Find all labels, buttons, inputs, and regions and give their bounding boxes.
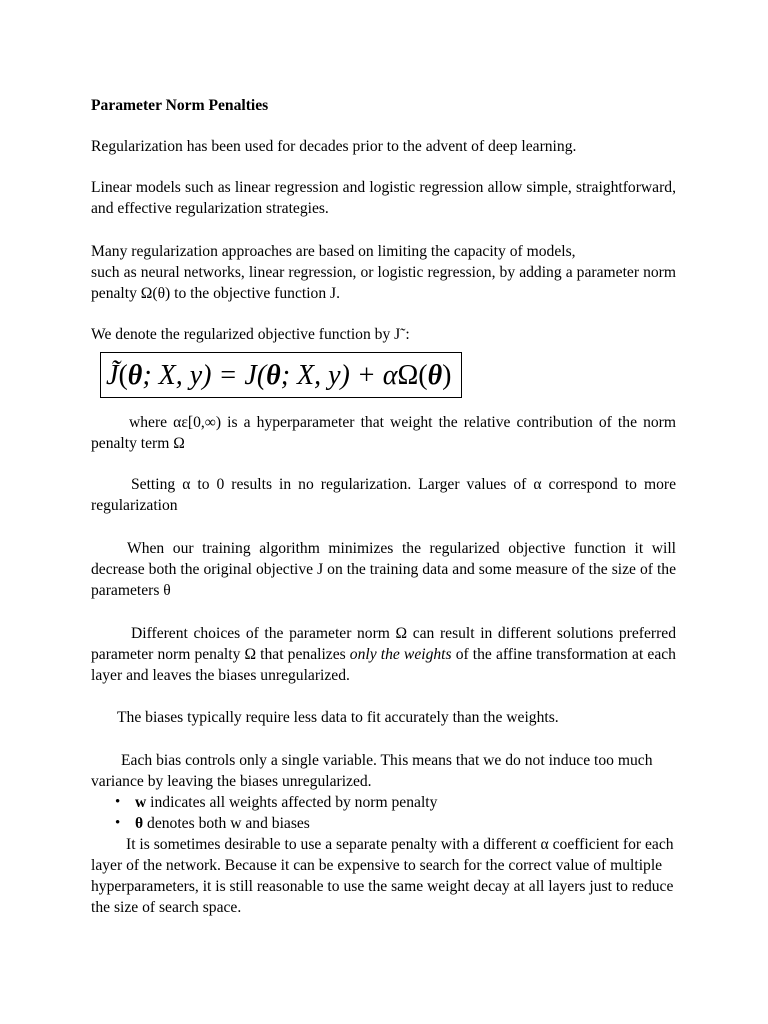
eq-open-paren: ( [118, 360, 128, 391]
list-item [115, 813, 676, 834]
paragraph-approaches-line2: such as neural networks, linear regression, or logistic regression, by adding a parameter norm penalty Ω(θ) to the objective function J. [91, 264, 676, 302]
eq-args-2: ; X, y) + α [280, 360, 398, 391]
eq-args: ; X, y) = J( [142, 360, 267, 391]
paragraph-approaches-line1: Many regularization approaches are based on limiting the capacity of models, [91, 243, 576, 260]
norm-choices-after: of the affine transformation at each layer and leaves the biases unregularized. [91, 646, 676, 684]
paragraph-norm-choices [91, 623, 676, 686]
paragraph-intro: Regularization has been used for decades prior to the advent of deep learning. [91, 138, 577, 155]
paragraph-training: When our training algorithm minimizes the regularized objective function it will decrease both the original objective J on the training data and some measure of the size of the parameters θ [91, 540, 676, 599]
paragraph-biases: The biases typically require less data to fit accurately than the weights. [117, 709, 559, 726]
eq-theta-3: θ [427, 360, 443, 391]
eq-theta-2: θ [266, 360, 281, 391]
document-page [91, 95, 676, 918]
list-item [115, 792, 676, 813]
paragraph-linear-models: Linear models such as linear regression and logistic regression allow simple, straightforward, and effective regularization strategies. [91, 179, 676, 217]
paragraph-separate-penalty: It is sometimes desirable to use a separate penalty with a different α coefficient for each layer of the network. Because it can be expensive to search for the correct value of multiple hyperparameters, it is still reasonable to use the same weight decay at all layers just to reduce the size of search space. [91, 836, 674, 916]
bullet-text: denotes both w and biases [143, 815, 310, 832]
paragraph-alpha-def: where αε[0,∞) is a hyperparameter that weight the relative contribution of the norm penalty term Ω [91, 414, 676, 452]
eq-close-paren: ) [442, 360, 452, 391]
norm-choices-before: Different choices of the parameter norm Ω can result in different solutions preferred parameter norm penalty Ω that penalizes [91, 625, 676, 663]
eq-open-paren-2: ( [418, 360, 428, 391]
paragraph-setting-alpha: Setting α to 0 results in no regularization. Larger values of α correspond to more regularization [91, 476, 676, 514]
bullet-term: w [135, 794, 147, 811]
equation-block [100, 352, 676, 398]
eq-omega: Ω [397, 360, 419, 391]
norm-choices-emphasis: only the weights [349, 646, 452, 663]
bullet-term: θ [135, 815, 144, 832]
eq-lhs-fn: J̃ [106, 360, 119, 391]
bullet-icon: • [115, 794, 121, 810]
regularized-objective-equation [100, 352, 462, 398]
bullet-icon: • [115, 815, 121, 831]
eq-theta: θ [127, 360, 143, 391]
paragraph-bias-control: Each bias controls only a single variable. This means that we do not induce too much variance by leaving the biases unregularized. [91, 752, 653, 790]
section-title: Parameter Norm Penalties [91, 97, 269, 114]
bullet-text: indicates all weights affected by norm penalty [146, 794, 438, 811]
bullet-list [91, 792, 676, 834]
paragraph-denote: We denote the regularized objective function by J˜: [91, 326, 410, 343]
